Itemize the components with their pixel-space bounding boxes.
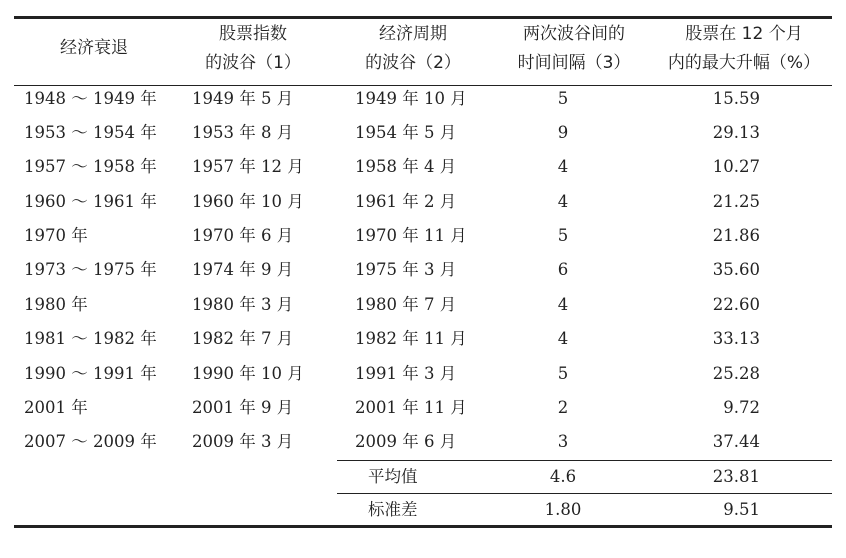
cell-recession: 2007 ～ 2009 年 [24,432,157,451]
summary-mean-rise: 23.81 [712,467,760,486]
cell-recession: 2001 年 [24,398,88,417]
cell-max-rise: 37.44 [712,432,760,451]
cell-stock-trough: 2009 年 3 月 [192,432,294,451]
cell-cycle-trough: 1991 年 3 月 [355,364,457,383]
cell-max-rise: 35.60 [712,260,760,279]
cell-cycle-trough: 1970 年 11 月 [355,226,467,245]
header-max-rise-line2: 内的最大升幅（%） [667,53,821,73]
cell-interval: 2 [557,398,569,417]
header-recession-line1: 经济衰退 [60,38,128,58]
header-stock-trough-line1: 股票指数 [219,24,287,44]
cell-max-rise: 10.27 [712,157,760,176]
cell-cycle-trough: 2009 年 6 月 [355,432,457,451]
cell-stock-trough: 1980 年 3 月 [192,295,294,314]
cell-stock-trough: 1953 年 8 月 [192,123,294,142]
cell-max-rise: 15.59 [712,89,760,108]
cell-recession: 1953 ～ 1954 年 [24,123,157,142]
cell-cycle-trough: 1980 年 7 月 [355,295,457,314]
cell-max-rise: 9.72 [723,398,760,417]
cell-recession: 1948 ～ 1949 年 [24,89,157,108]
cell-cycle-trough: 1949 年 10 月 [355,89,467,108]
cell-max-rise: 29.13 [712,123,760,142]
cell-interval: 4 [557,329,569,348]
header-interval-line2: 时间间隔（3） [517,53,631,73]
cell-recession: 1957 ～ 1958 年 [24,157,157,176]
header-interval-line1: 两次波谷间的 [523,24,625,44]
cell-recession: 1970 年 [24,226,88,245]
header-stock-trough [178,20,328,78]
cell-interval: 5 [557,364,569,383]
cell-recession: 1980 年 [24,295,88,314]
cell-recession: 1973 ～ 1975 年 [24,260,157,279]
cell-cycle-trough: 1982 年 11 月 [355,329,467,348]
cell-max-rise: 33.13 [712,329,760,348]
summary-mean-interval: 4.6 [549,467,577,486]
cell-interval: 9 [557,123,569,142]
cell-stock-trough: 1974 年 9 月 [192,260,294,279]
cell-cycle-trough: 1954 年 5 月 [355,123,457,142]
header-recession [14,34,174,63]
cell-interval: 5 [557,226,569,245]
cell-stock-trough: 1949 年 5 月 [192,89,294,108]
cell-cycle-trough: 2001 年 11 月 [355,398,467,417]
cell-interval: 4 [557,295,569,314]
cell-interval: 4 [557,192,569,211]
cell-interval: 3 [557,432,569,451]
header-max-rise-line1: 股票在 12 个月 [685,24,803,44]
cell-recession: 1981 ～ 1982 年 [24,329,157,348]
summary-label-stddev: 标准差 [368,500,418,519]
cell-interval: 5 [557,89,569,108]
header-cycle-trough [338,20,488,78]
summary-label-mean: 平均值 [368,467,418,486]
cell-stock-trough: 1982 年 7 月 [192,329,294,348]
cell-interval: 6 [557,260,569,279]
cell-cycle-trough: 1958 年 4 月 [355,157,457,176]
cell-cycle-trough: 1961 年 2 月 [355,192,457,211]
summary-stddev-interval: 1.80 [544,500,582,519]
cell-max-rise: 22.60 [712,295,760,314]
table-bottom-rule [14,525,832,528]
cell-max-rise: 21.86 [712,226,760,245]
summary-stddev-rise: 9.51 [723,500,760,519]
cell-recession: 1990 ～ 1991 年 [24,364,157,383]
cell-cycle-trough: 1975 年 3 月 [355,260,457,279]
cell-max-rise: 21.25 [712,192,760,211]
header-max-rise [652,20,836,78]
cell-stock-trough: 2001 年 9 月 [192,398,294,417]
cell-interval: 4 [557,157,569,176]
table-top-rule [14,16,832,19]
header-cycle-trough-line2: 的波谷（2） [365,53,461,73]
cell-stock-trough: 1960 年 10 月 [192,192,304,211]
cell-stock-trough: 1990 年 10 月 [192,364,304,383]
header-stock-trough-line2: 的波谷（1） [205,53,301,73]
cell-recession: 1960 ～ 1961 年 [24,192,157,211]
cell-stock-trough: 1957 年 12 月 [192,157,304,176]
cell-max-rise: 25.28 [712,364,760,383]
header-cycle-trough-line1: 经济周期 [379,24,447,44]
cell-stock-trough: 1970 年 6 月 [192,226,294,245]
header-interval [494,20,654,78]
